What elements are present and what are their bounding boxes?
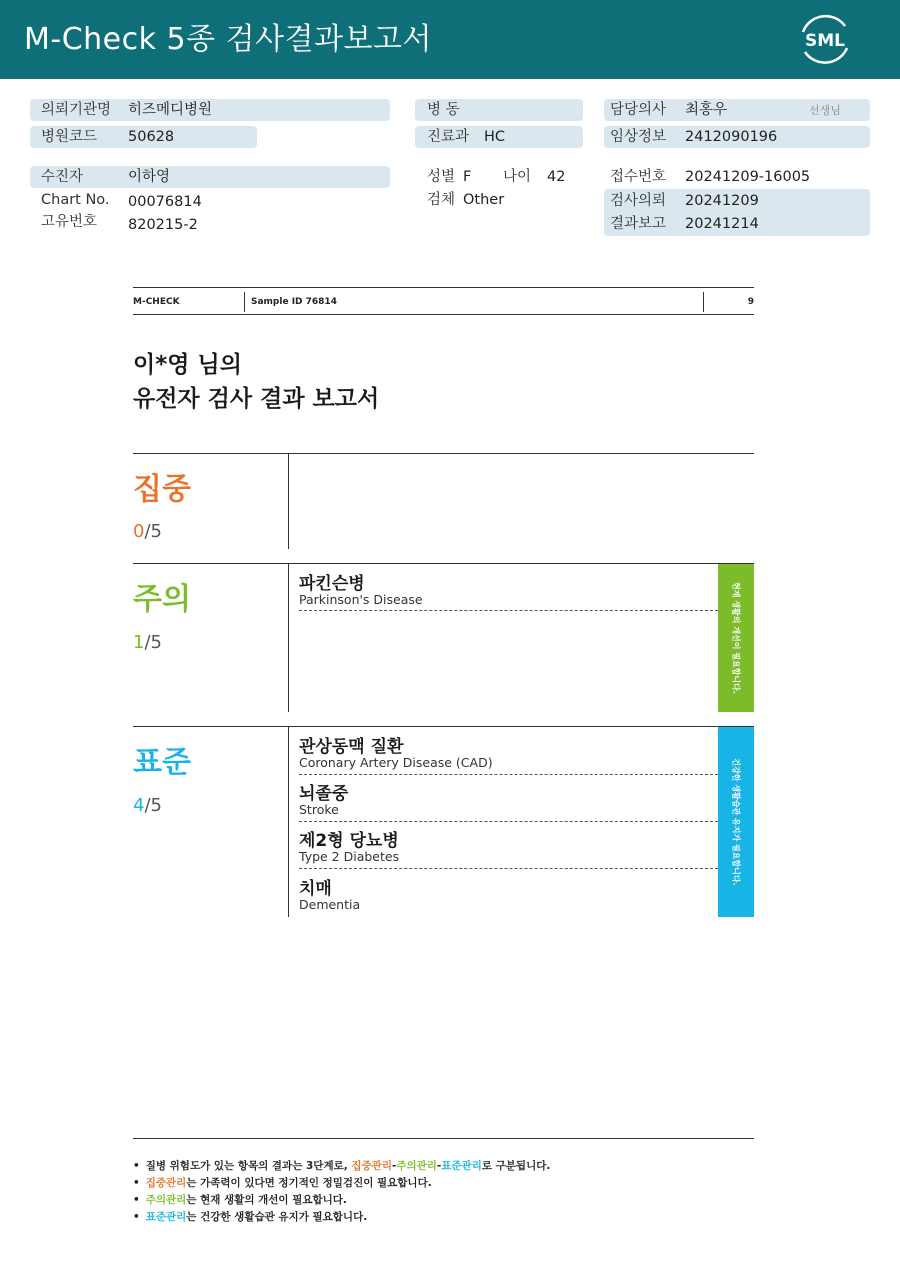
chart-no-label: Chart No. [41,192,110,208]
focus-count [133,521,162,542]
focus-count-value: 0 [133,521,145,542]
focus-section [133,453,754,549]
note-caution-key: 주의관리 [396,1160,437,1172]
disease-item [299,779,718,822]
sex-label: 성별 [427,169,456,185]
focus-label: 집중 [133,472,191,507]
report-title-line1: 이*영 님의 [133,352,242,378]
note-text: 는 건강한 생활습관 유지가 필요합니다. [186,1211,368,1223]
hospital-code-value: 50628 [128,129,175,145]
age-label: 나이 [503,169,532,185]
standard-side-bar [718,727,754,917]
note-line-1 [133,1158,550,1173]
unique-no-value: 820215-2 [128,217,198,233]
institution-value: 히즈메디병원 [128,102,213,118]
hospital-code-label: 병원코드 [41,129,98,145]
section-divider [288,564,289,712]
standard-count [133,795,162,816]
receipt-no-value: 20241209-16005 [685,169,811,185]
note-standard-key: 표준관리 [441,1160,482,1172]
clinical-info-value: 2412090196 [685,129,778,145]
receipt-no-label: 접수번호 [610,169,667,185]
disease-name-ko: 뇌졸중 [299,784,349,804]
caution-count-total: /5 [144,632,162,653]
doctor-suffix: 선생님 [809,104,841,117]
disease-name-ko: 관상동맥 질환 [299,737,404,757]
institution-label: 의뢰기관명 [41,102,112,118]
bullet: • [133,1211,140,1223]
disease-name-en: Coronary Artery Disease (CAD) [299,755,493,770]
note-dash: - [436,1160,442,1172]
note-text: 는 가족력이 있다면 정기적인 정밀검진이 필요합니다. [186,1177,432,1189]
caution-count-value: 1 [133,632,145,653]
sex-value: F [463,169,472,185]
disease-name-ko: 치매 [299,879,332,899]
disease-name-en: Dementia [299,897,361,912]
note-line-3 [133,1192,347,1207]
note-text: 는 현재 생활의 개선이 필요합니다. [186,1194,347,1206]
top-bar-divider [244,292,245,312]
standard-side-text: 건강한 생활습관 유지가 필요합니다. [731,758,741,886]
disease-name-en: Parkinson's Disease [299,592,423,607]
doctor-value: 최홍우 [685,102,728,118]
caution-count [133,632,162,653]
note-dash: - [391,1160,397,1172]
note-text: 질병 위험도가 있는 항목의 결과는 3단계로, [145,1160,352,1172]
patient-row-bg [30,166,390,188]
chart-no-value: 00076814 [128,194,202,210]
standard-section [133,726,754,917]
disease-name-ko: 파킨슨병 [299,574,365,594]
note-focus-key: 집중관리 [351,1160,392,1172]
report-title-line2: 유전자 검사 결과 보고서 [133,386,380,412]
disease-item [299,826,718,869]
report-header [0,0,900,79]
bullet: • [133,1194,140,1206]
top-bar-divider [703,292,704,312]
caution-side-bar [718,564,754,712]
caution-side-text: 현재 생활의 개선이 필요합니다. [731,582,741,694]
page-number: 9 [747,297,754,307]
age-value: 42 [547,169,566,185]
section-divider [288,727,289,917]
department-label: 진료과 [427,129,470,145]
logo-text: SML [805,31,845,51]
caution-label: 주의 [133,582,191,617]
patient-value: 이하영 [128,169,171,185]
bullet: • [133,1160,140,1172]
result-report-label: 결과보고 [610,216,667,232]
disease-item [299,569,718,611]
specimen-value: Other [463,192,505,208]
ward-label: 병 동 [427,102,460,118]
note-standard-key: 표준관리 [145,1211,187,1223]
caution-section [133,563,754,712]
doctor-label: 담당의사 [610,102,667,118]
disease-name-en: Stroke [299,802,339,817]
disease-name-en: Type 2 Diabetes [299,849,400,864]
department-value: HC [484,129,506,145]
note-line-2 [133,1175,432,1190]
test-request-value: 20241209 [685,193,759,209]
standard-label: 표준 [133,745,191,780]
disease-item [299,874,718,917]
note-line-4 [133,1209,367,1224]
disease-name-ko: 제2형 당뇨병 [299,831,399,851]
note-text: 로 구분됩니다. [481,1160,551,1172]
report-brand: M-CHECK [133,297,180,307]
standard-count-value: 4 [133,795,145,816]
specimen-label: 검체 [427,192,456,208]
footer-divider [133,1138,754,1139]
note-focus-key: 집중관리 [145,1177,187,1189]
clinical-info-label: 임상정보 [610,129,667,145]
test-request-label: 검사의뢰 [610,193,667,209]
sample-id: Sample ID 76814 [251,297,337,307]
note-caution-key: 주의관리 [145,1194,187,1206]
report-title [133,348,379,416]
focus-count-total: /5 [144,521,162,542]
standard-count-total: /5 [144,795,162,816]
document-title: M-Check 5종 검사결과보고서 [24,22,432,57]
unique-no-label: 고유번호 [41,214,98,230]
section-divider [288,454,289,549]
sml-logo [795,12,855,66]
result-report-value: 20241214 [685,216,759,232]
patient-label: 수진자 [41,169,84,185]
bullet: • [133,1177,140,1189]
disease-item [299,732,718,775]
report-top-bar [133,287,754,315]
